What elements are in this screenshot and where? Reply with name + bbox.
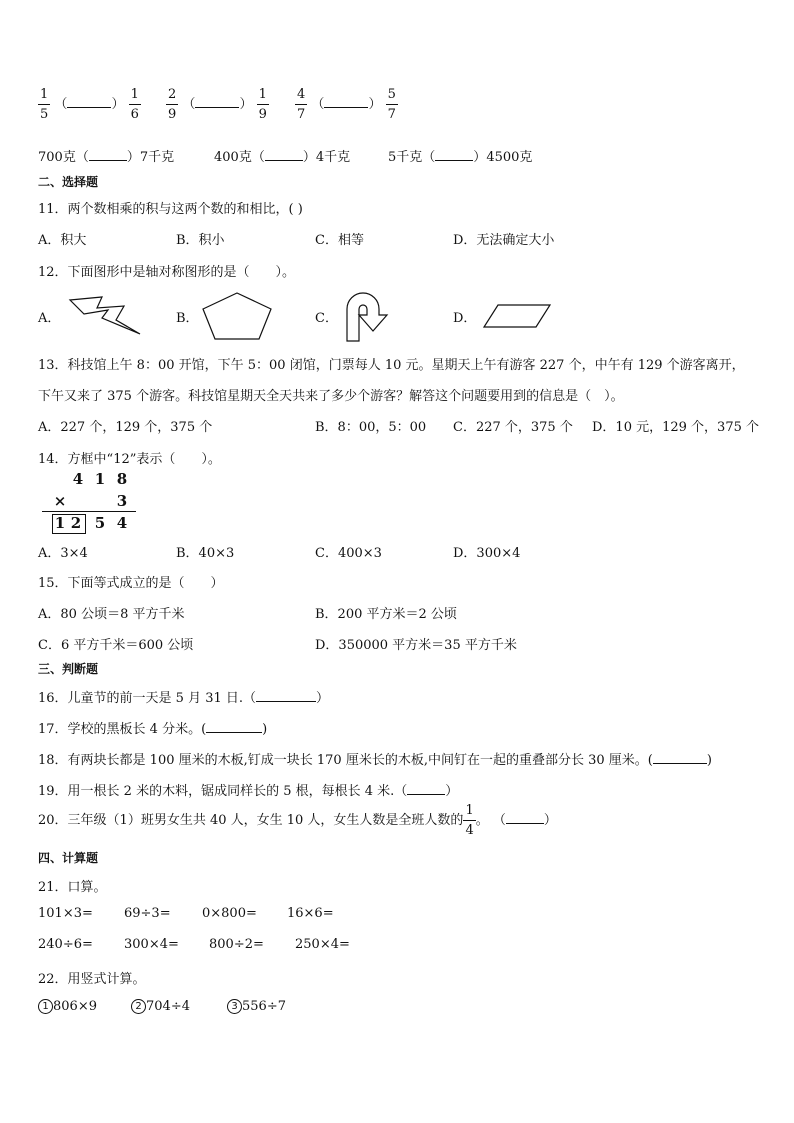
digit: 8 bbox=[116, 470, 128, 488]
fraction: $\frac{5}{7}$ bbox=[387, 87, 396, 122]
digit: 1 bbox=[54, 514, 66, 532]
question-stem: 22．用竖式计算。 bbox=[38, 972, 146, 987]
question-stem: 11．两个数相乘的积与这两个数的和相比，( ) bbox=[38, 202, 303, 217]
fraction-item-1: $\frac{1}{5}$ （ ） $\frac{1}{6}$ bbox=[40, 87, 139, 122]
question-stem: 12．下面图形中是轴对称图形的是（ ）。 bbox=[38, 265, 296, 280]
circled-number: 1 bbox=[38, 999, 53, 1014]
question-stem-cont: 下午又来了 375 个游客。科技馆星期天全天共来了多少个游客？解答这个问题要用到的信息是（ ）。 bbox=[38, 389, 624, 404]
parallelogram-shape bbox=[482, 303, 552, 329]
vertical-calc-item: 1 806×9 bbox=[38, 999, 97, 1014]
times-sign: × bbox=[53, 492, 67, 510]
fraction: $\frac{4}{7}$ bbox=[297, 87, 306, 122]
answer-blank[interactable] bbox=[506, 811, 544, 824]
weight-compare-row bbox=[38, 146, 638, 164]
weight-item-1: 700克（ ）7千克 bbox=[38, 150, 175, 165]
option-a[interactable]: A．80 公顷＝8 平方千米 bbox=[38, 607, 185, 622]
option-c[interactable]: C．400×3 bbox=[315, 546, 382, 561]
option-d[interactable]: D．350000 平方米＝35 平方千米 bbox=[315, 638, 517, 653]
oral-calc-item: 240÷6= bbox=[38, 937, 93, 952]
option-b[interactable]: B．8：00，5：00 bbox=[315, 420, 427, 435]
fraction-item-2: $\frac{2}{9}$ （ ） $\frac{1}{9}$ bbox=[168, 87, 267, 122]
vertical-multiplication bbox=[38, 470, 148, 536]
option-b[interactable]: B．40×3 bbox=[176, 546, 235, 561]
option-c[interactable]: C．227 个，375 个 bbox=[453, 420, 573, 435]
answer-blank[interactable] bbox=[324, 95, 368, 108]
oral-calc-item: 16×6= bbox=[287, 906, 334, 921]
option-b[interactable]: B．200 平方米＝2 公顷 bbox=[315, 607, 457, 622]
pentagon-shape bbox=[201, 291, 273, 341]
fraction: $\frac{1}{5}$ bbox=[40, 87, 49, 122]
weight-item-3: 5千克（ ）4500克 bbox=[388, 150, 533, 165]
option-a[interactable]: A． bbox=[38, 311, 61, 326]
option-a[interactable]: A．227 个，129 个，375 个 bbox=[38, 420, 213, 435]
question-stem: 13．科技馆上午 8：00 开馆，下午 5：00 闭馆，门票每人 10 元。星期天上午有游客 227 个，中午有 129 个游客离开， bbox=[38, 358, 745, 373]
section-heading: 二、选择题 bbox=[38, 175, 99, 189]
result-line bbox=[42, 511, 136, 512]
option-c[interactable]: C．6 平方千米＝600 公顷 bbox=[38, 638, 194, 653]
circled-number: 3 bbox=[227, 999, 242, 1014]
fraction: $\frac{1}{4}$ bbox=[465, 803, 474, 838]
option-b[interactable]: B． bbox=[176, 311, 199, 326]
answer-blank[interactable] bbox=[256, 689, 316, 702]
digit: 4 bbox=[72, 470, 84, 488]
judge-question: 19．用一根长 2 米的木料，锯成同样长的 5 根，每根长 4 米.（ ） bbox=[38, 784, 459, 799]
question-stem: 15．下面等式成立的是（ ） bbox=[38, 576, 224, 591]
weight-item-2: 400克（ ）4千克 bbox=[214, 150, 351, 165]
digit: 3 bbox=[116, 492, 128, 510]
answer-blank[interactable] bbox=[67, 95, 111, 108]
answer-blank[interactable] bbox=[435, 148, 473, 161]
option-d[interactable]: D．10 元，129 个，375 个 bbox=[592, 420, 759, 435]
answer-blank[interactable] bbox=[407, 782, 445, 795]
answer-blank[interactable] bbox=[265, 148, 303, 161]
judge-question: 16．儿童节的前一天是 5 月 31 日.（ ） bbox=[38, 691, 330, 706]
fraction: $\frac{1}{9}$ bbox=[258, 87, 267, 122]
oral-calc-item: 0×800= bbox=[202, 906, 257, 921]
option-d[interactable]: D．无法确定大小 bbox=[453, 233, 555, 248]
answer-blank[interactable] bbox=[89, 148, 127, 161]
vertical-calc-item: 2 704÷4 bbox=[131, 999, 190, 1014]
section-heading: 三、判断题 bbox=[38, 662, 99, 676]
digit: 4 bbox=[116, 514, 128, 532]
fraction-item-3: $\frac{4}{7}$ （ ） $\frac{5}{7}$ bbox=[297, 87, 396, 122]
oral-calc-item: 69÷3= bbox=[124, 906, 171, 921]
digit: 1 bbox=[94, 470, 106, 488]
answer-blank[interactable] bbox=[206, 720, 262, 733]
judge-question: 18．有两块长都是 100 厘米的木板,钉成一块长 170 厘米长的木板,中间钉在一起的重叠部分长 30 厘米。( ) bbox=[38, 753, 712, 768]
option-b[interactable]: B．积小 bbox=[176, 233, 225, 248]
option-d[interactable]: D．300×4 bbox=[453, 546, 521, 561]
option-c[interactable]: C．相等 bbox=[315, 233, 364, 248]
oral-calc-item: 101×3= bbox=[38, 906, 93, 921]
judge-question: 20．三年级（1）班男女生共 40 人，女生 10 人，女生人数是全班人数的 $\frac{1}{4}$ 。 （ ） bbox=[38, 803, 557, 838]
option-c[interactable]: C． bbox=[315, 311, 338, 326]
oral-calc-item: 300×4= bbox=[124, 937, 179, 952]
section-heading: 四、计算题 bbox=[38, 851, 99, 865]
option-a[interactable]: A．积大 bbox=[38, 233, 87, 248]
oral-calc-item: 800÷2= bbox=[209, 937, 264, 952]
lightning-bolt-shape bbox=[66, 294, 142, 338]
digit: 2 bbox=[70, 514, 82, 532]
question-stem: 14．方框中“12”表示（ ）。 bbox=[38, 452, 221, 467]
curved-arrow-shape bbox=[343, 291, 399, 343]
vertical-calc-item: 3 556÷7 bbox=[227, 999, 286, 1014]
answer-blank[interactable] bbox=[195, 95, 239, 108]
answer-blank[interactable] bbox=[653, 751, 707, 764]
option-a[interactable]: A．3×4 bbox=[38, 546, 88, 561]
option-d[interactable]: D． bbox=[453, 311, 477, 326]
digit: 5 bbox=[94, 514, 106, 532]
judge-question: 17．学校的黑板长 4 分米。( ) bbox=[38, 722, 268, 737]
question-stem: 21．口算。 bbox=[38, 880, 107, 895]
circled-number: 2 bbox=[131, 999, 146, 1014]
fraction: $\frac{1}{6}$ bbox=[130, 87, 139, 122]
fraction: $\frac{2}{9}$ bbox=[168, 87, 177, 122]
oral-calc-item: 250×4= bbox=[295, 937, 350, 952]
